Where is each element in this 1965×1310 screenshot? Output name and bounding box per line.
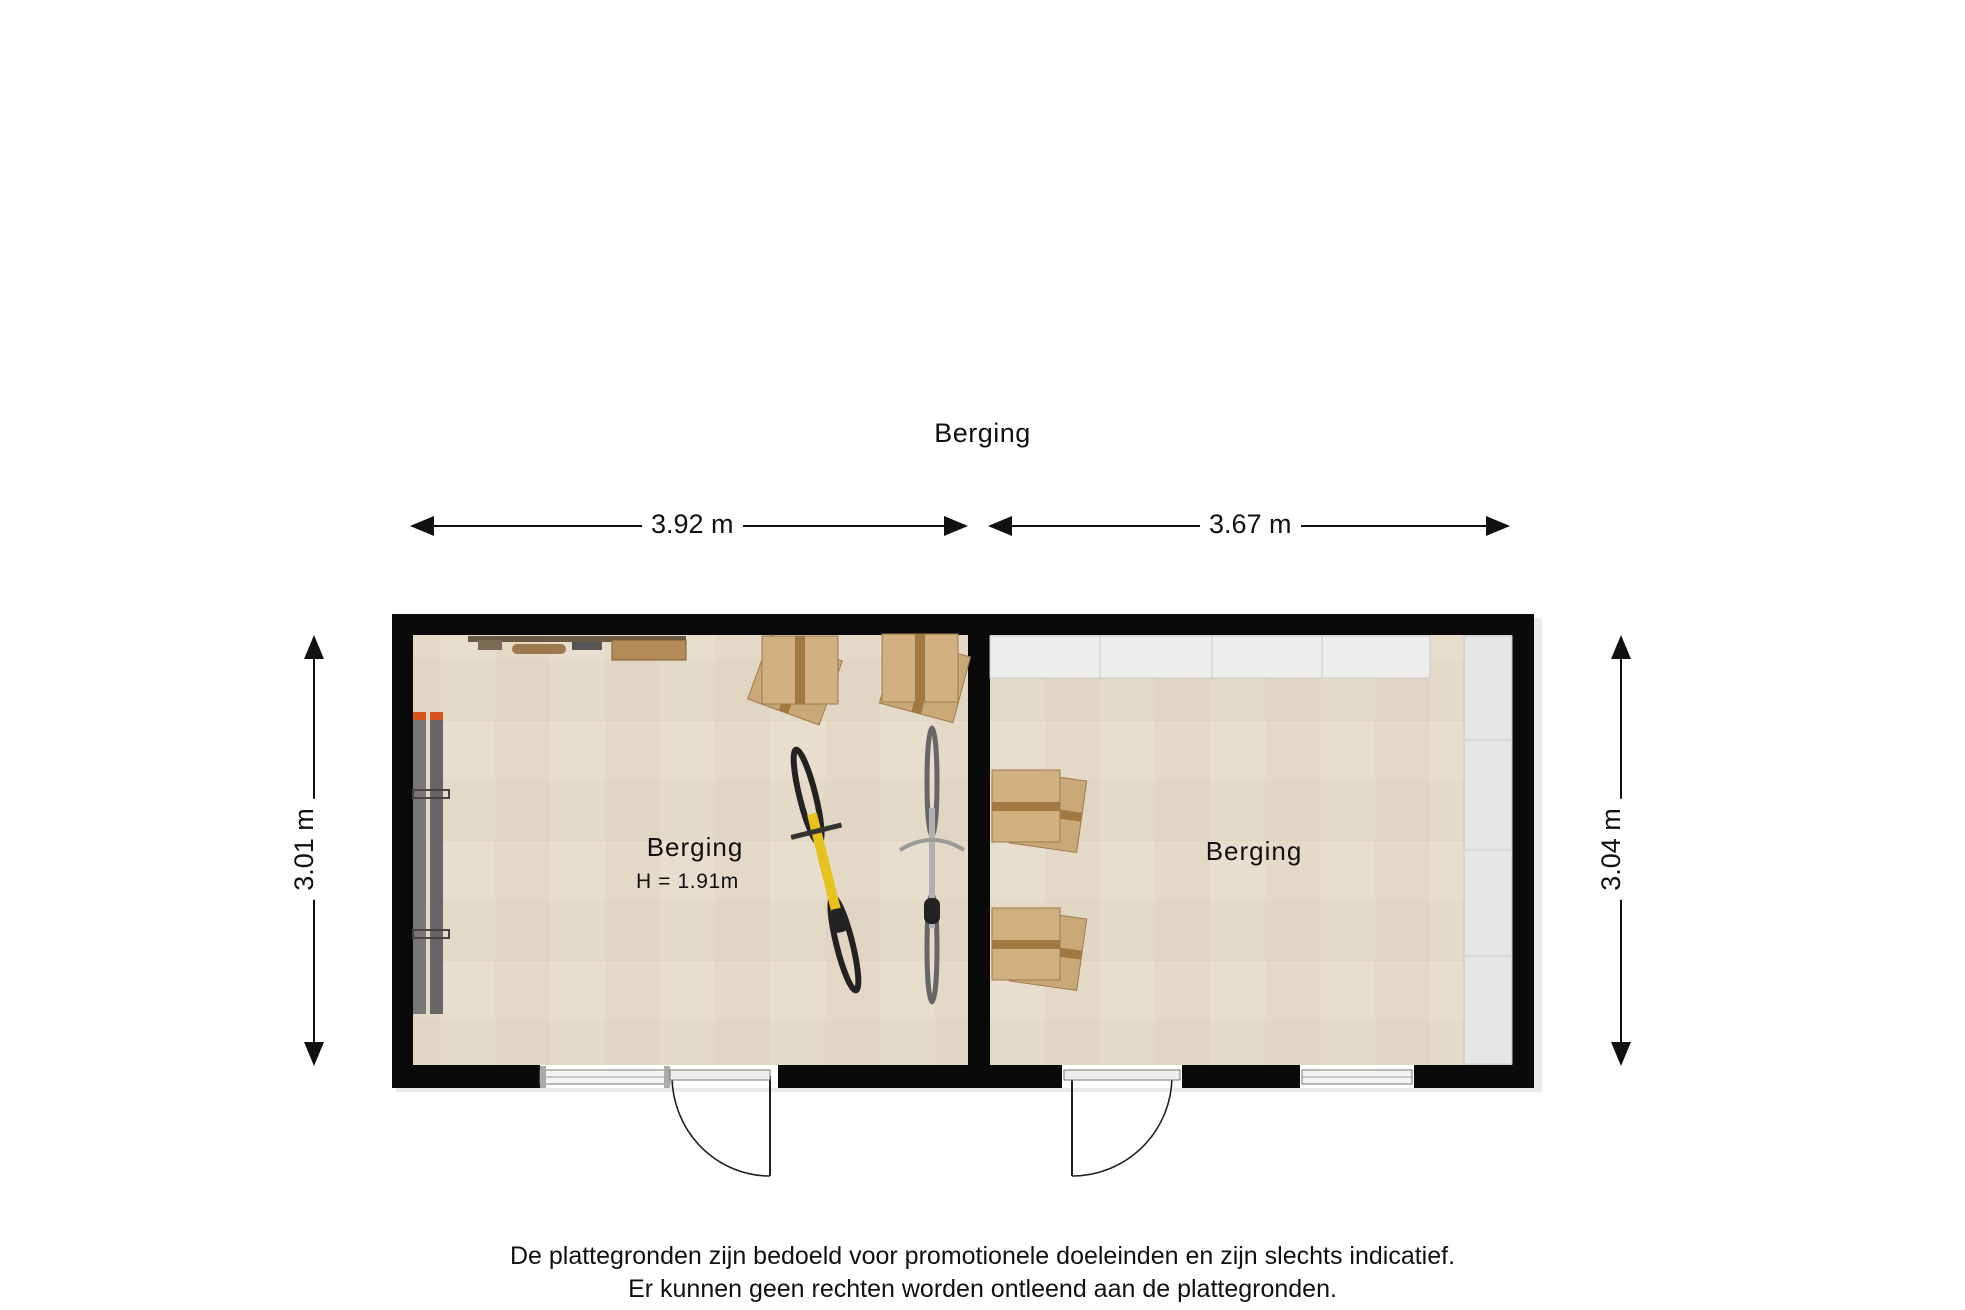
shelves-right-wall: [1464, 636, 1512, 1064]
room-height-left: H = 1.91m: [636, 870, 739, 893]
dimension-top-left: 3.92 m: [642, 509, 743, 540]
dimension-right: 3.04 m: [1596, 799, 1627, 900]
dimension-left: 3.01 m: [289, 799, 320, 900]
room-label-left: Berging: [646, 832, 744, 862]
dimension-top-right: 3.67 m: [1200, 509, 1301, 540]
disclaimer-line-1: De plattegronden zijn bedoeld voor promotionele doeleinden en zijn slechts indicatief.: [509, 1242, 1456, 1270]
disclaimer-line-2: Er kunnen geen rechten worden ontleend aan de plattegronden.: [628, 1275, 1337, 1303]
room-label-right: Berging: [1205, 836, 1303, 866]
cabinets-top: [990, 636, 1430, 678]
window-right: [1302, 1070, 1412, 1084]
plan-title: Berging: [934, 418, 1031, 448]
